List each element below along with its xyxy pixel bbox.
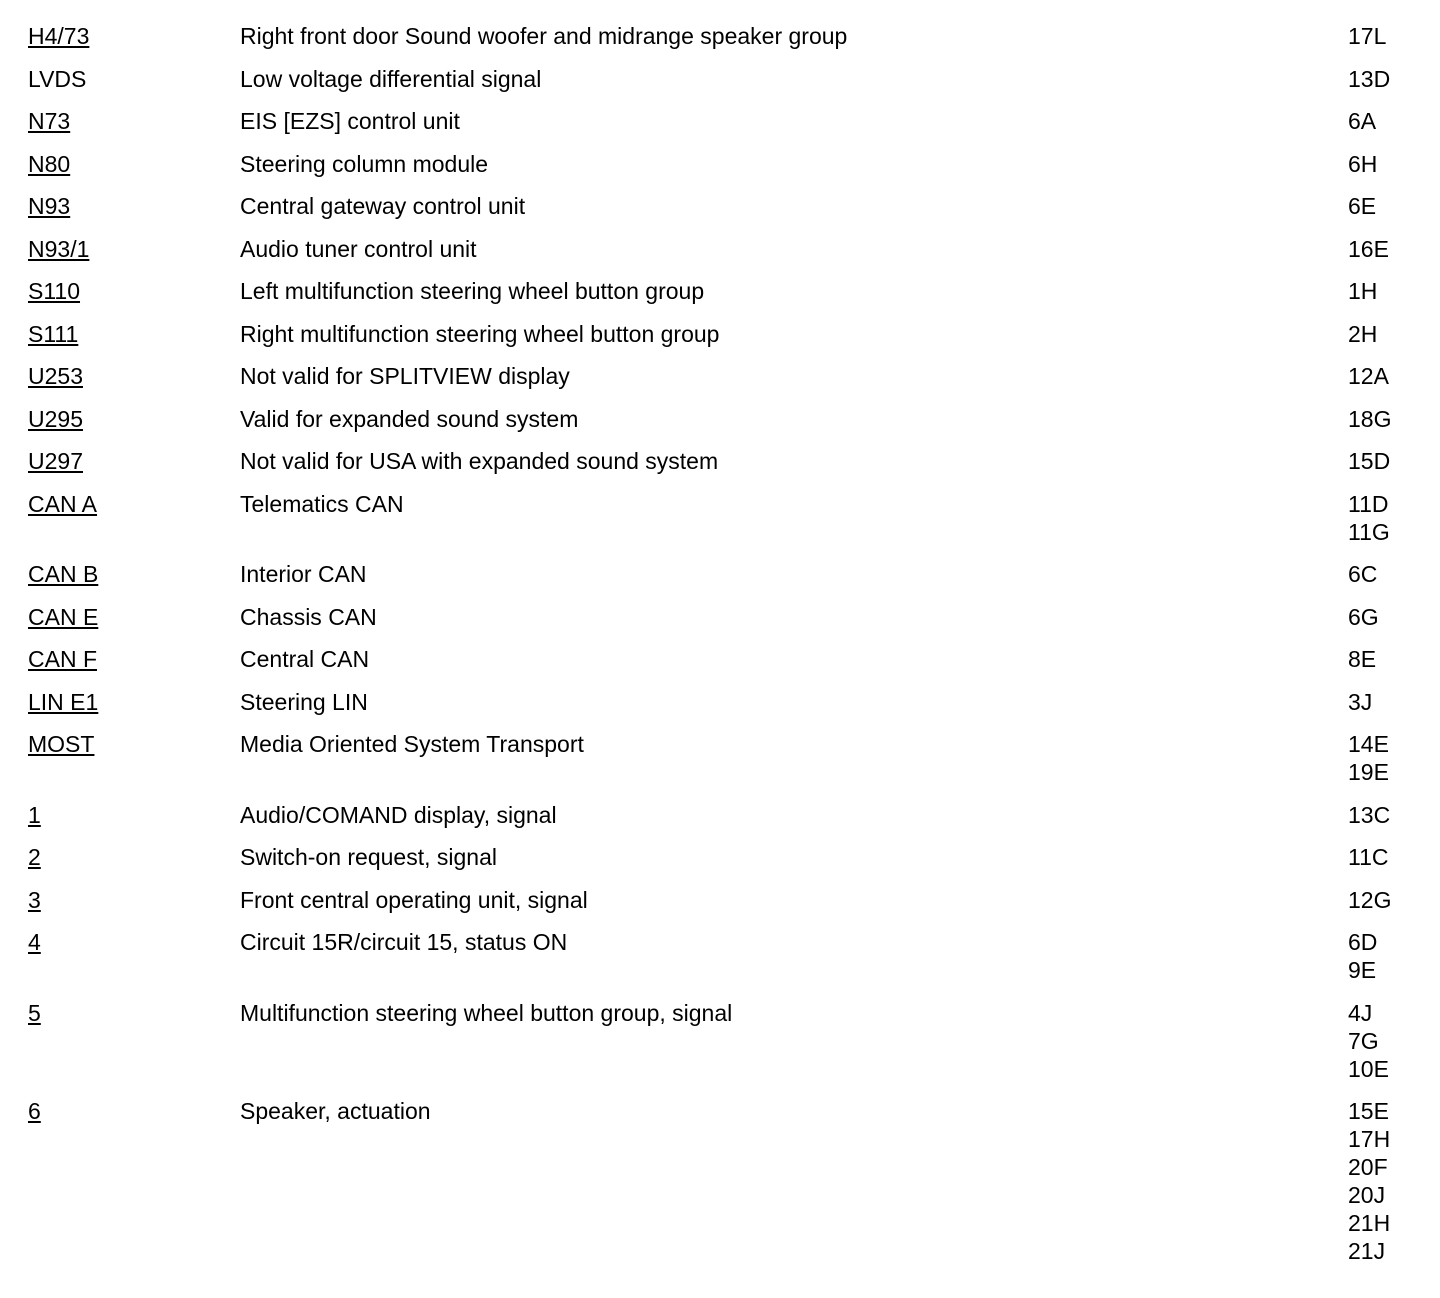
legend-row <box>0 1097 1440 1265</box>
grid-references <box>1348 405 1391 433</box>
grid-reference[interactable]: 12G <box>1348 886 1392 913</box>
component-code-link[interactable]: 3 <box>28 886 41 913</box>
component-code-link[interactable]: 4 <box>28 929 41 955</box>
legend-row <box>0 107 1440 135</box>
component-description: Left multifunction steering wheel button group <box>240 278 705 304</box>
component-description: Audio tuner control unit <box>240 235 477 262</box>
legend-row <box>0 405 1440 433</box>
component-description: Chassis CAN <box>240 603 377 630</box>
grid-reference[interactable]: 6E <box>1348 193 1377 219</box>
legend-row <box>0 320 1440 348</box>
grid-references <box>1348 928 1377 984</box>
component-description: Front central operating unit, signal <box>240 886 588 913</box>
grid-references <box>1348 362 1389 390</box>
component-code-link[interactable]: N80 <box>28 150 71 177</box>
grid-reference[interactable]: 21H <box>1348 1210 1391 1236</box>
component-description: Media Oriented System Transport <box>240 731 584 757</box>
legend-row <box>0 560 1440 588</box>
grid-references <box>1348 320 1377 348</box>
component-code-link[interactable]: N73 <box>28 108 71 134</box>
component-description: Not valid for SPLITVIEW display <box>240 363 570 389</box>
legend-row <box>0 65 1440 93</box>
grid-reference[interactable]: 11C <box>1348 844 1389 870</box>
grid-reference[interactable]: 6C <box>1348 561 1378 587</box>
grid-reference[interactable]: 15E <box>1348 1098 1389 1124</box>
grid-reference[interactable]: 10E <box>1348 1055 1389 1082</box>
grid-reference[interactable]: 9E <box>1348 957 1377 983</box>
component-code-link[interactable]: CAN A <box>28 490 98 517</box>
component-code-link[interactable]: CAN E <box>28 603 99 630</box>
component-description: Multifunction steering wheel button group, signal <box>240 999 733 1026</box>
component-code-link[interactable]: LIN E1 <box>28 688 99 715</box>
grid-references <box>1348 886 1391 914</box>
legend-row <box>0 928 1440 984</box>
grid-reference[interactable]: 18G <box>1348 405 1392 432</box>
grid-references <box>1348 730 1389 786</box>
component-description: Right front door Sound woofer and midrange speaker group <box>240 23 848 49</box>
component-description: Switch-on request, signal <box>240 844 497 870</box>
legend-row <box>0 645 1440 673</box>
grid-reference[interactable]: 6A <box>1348 108 1377 134</box>
grid-references <box>1348 999 1389 1083</box>
component-code-link[interactable]: N93/1 <box>28 235 90 262</box>
component-description: Steering column module <box>240 150 489 177</box>
component-code-link[interactable]: 2 <box>28 844 41 870</box>
component-description: Steering LIN <box>240 688 368 715</box>
component-description: Speaker, actuation <box>240 1098 431 1124</box>
grid-reference[interactable]: 8E <box>1348 646 1377 672</box>
component-description: Not valid for USA with expanded sound system <box>240 448 719 474</box>
grid-references <box>1348 1097 1390 1265</box>
grid-references <box>1348 150 1377 178</box>
grid-references <box>1348 107 1376 135</box>
legend-row <box>0 22 1440 50</box>
component-code-link[interactable]: U297 <box>28 448 83 474</box>
legend-row <box>0 192 1440 220</box>
legend-row <box>0 801 1440 829</box>
grid-reference[interactable]: 7G <box>1348 1027 1379 1054</box>
legend-row <box>0 886 1440 914</box>
component-description: Low voltage differential signal <box>240 65 542 92</box>
legend-row <box>0 362 1440 390</box>
grid-references <box>1348 688 1372 716</box>
component-description: Circuit 15R/circuit 15, status ON <box>240 929 568 955</box>
component-description: Audio/COMAND display, signal <box>240 801 557 828</box>
component-code-link[interactable]: N93 <box>28 193 71 219</box>
grid-reference[interactable]: 6H <box>1348 150 1378 177</box>
legend-row <box>0 490 1440 546</box>
component-description: Telematics CAN <box>240 490 404 517</box>
legend-row <box>0 277 1440 305</box>
component-code-link[interactable]: CAN B <box>28 561 99 587</box>
grid-reference[interactable]: 11G <box>1348 518 1390 545</box>
component-description: Interior CAN <box>240 561 367 587</box>
grid-reference[interactable]: 16E <box>1348 235 1389 262</box>
grid-reference[interactable]: 20J <box>1348 1182 1386 1208</box>
component-code-link[interactable]: CAN F <box>28 646 97 672</box>
grid-reference[interactable]: 17H <box>1348 1126 1391 1152</box>
grid-references <box>1348 603 1379 631</box>
component-code-link[interactable]: 1 <box>28 801 41 828</box>
component-description: EIS [EZS] control unit <box>240 108 460 134</box>
component-code-link[interactable]: U253 <box>28 363 83 389</box>
grid-reference[interactable]: 11D <box>1348 490 1389 517</box>
grid-reference[interactable]: 20F <box>1348 1154 1388 1180</box>
legend-row <box>0 843 1440 871</box>
grid-reference[interactable]: 21J <box>1348 1238 1386 1264</box>
legend-row <box>0 447 1440 475</box>
component-description: Central gateway control unit <box>240 193 526 219</box>
grid-references <box>1348 801 1390 829</box>
grid-reference[interactable]: 14E <box>1348 731 1389 757</box>
legend-row <box>0 730 1440 786</box>
grid-references <box>1348 490 1390 546</box>
component-code-link[interactable]: MOST <box>28 731 95 757</box>
grid-reference[interactable]: 12A <box>1348 363 1389 389</box>
grid-reference[interactable]: 1H <box>1348 278 1378 304</box>
grid-reference[interactable]: 13C <box>1348 801 1391 828</box>
component-code-link[interactable]: 6 <box>28 1098 41 1124</box>
grid-references <box>1348 645 1376 673</box>
component-code-link[interactable]: H4/73 <box>28 23 90 49</box>
grid-reference[interactable]: 17L <box>1348 23 1387 49</box>
grid-references <box>1348 65 1390 93</box>
grid-references <box>1348 560 1377 588</box>
grid-reference[interactable]: 19E <box>1348 759 1389 785</box>
grid-references <box>1348 192 1376 220</box>
component-code-link[interactable]: 5 <box>28 999 41 1026</box>
component-code: LVDS <box>28 65 87 92</box>
grid-reference[interactable]: 6G <box>1348 603 1379 630</box>
component-code-link[interactable]: S110 <box>28 278 81 304</box>
grid-reference[interactable]: 15D <box>1348 448 1391 474</box>
wiring-legend-table <box>0 22 1440 1280</box>
component-description: Valid for expanded sound system <box>240 405 579 432</box>
component-description: Central CAN <box>240 646 370 672</box>
grid-reference[interactable]: 13D <box>1348 65 1391 92</box>
grid-references <box>1348 235 1389 263</box>
legend-row <box>0 999 1440 1083</box>
grid-references <box>1348 22 1386 50</box>
component-code-link[interactable]: U295 <box>28 405 83 432</box>
legend-row <box>0 603 1440 631</box>
grid-references <box>1348 843 1389 871</box>
grid-reference[interactable]: 6D <box>1348 929 1378 955</box>
component-code-link[interactable]: S111 <box>28 320 79 347</box>
legend-row <box>0 235 1440 263</box>
grid-references <box>1348 447 1390 475</box>
grid-reference[interactable]: 4J <box>1348 999 1373 1026</box>
component-description: Right multifunction steering wheel button group <box>240 320 720 347</box>
grid-reference[interactable]: 3J <box>1348 688 1373 715</box>
grid-references <box>1348 277 1377 305</box>
grid-reference[interactable]: 2H <box>1348 320 1378 347</box>
legend-row <box>0 688 1440 716</box>
legend-row <box>0 150 1440 178</box>
